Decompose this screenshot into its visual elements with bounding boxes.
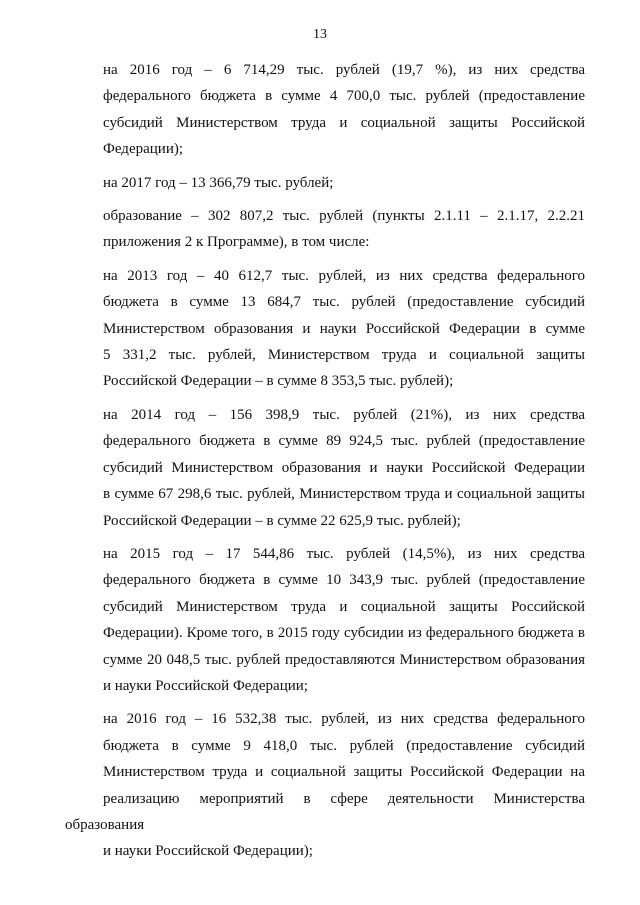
text-line: субсидий Министерством образования и науки Российской Федерации: [103, 459, 585, 476]
paragraph-funding-2016-social: [65, 57, 585, 163]
text-line: Российской Федерации – в сумме 22 625,9 тыс. рублей);: [103, 512, 461, 529]
text-line: Федерации);: [103, 141, 184, 158]
text-line: федерального бюджета в сумме 4 700,0 тыс. рублей (предоставление: [103, 88, 585, 105]
text-line: субсидий Министерством труда и социальной защиты Российской: [103, 598, 585, 615]
paragraph-education-2016: [65, 706, 585, 864]
text-line: бюджета в сумме 13 684,7 тыс. рублей (предоставление субсидий: [103, 294, 585, 311]
paragraph-funding-2017: [65, 170, 585, 196]
text-line: реализацию мероприятий в сфере деятельности Министерства образования: [65, 790, 585, 833]
text-line: приложения 2 к Программе), в том числе:: [103, 234, 370, 251]
text-line: и науки Российской Федерации);: [103, 843, 313, 860]
text-line: на 2016 год – 16 532,38 тыс. рублей, из них средства федерального: [103, 711, 585, 728]
text-line: Федерации). Кроме того, в 2015 году субсидии из федерального бюджета в: [103, 625, 585, 642]
paragraph-education-2014: [65, 402, 585, 534]
text-line: федерального бюджета в сумме 89 924,5 тыс. рублей (предоставление: [103, 433, 585, 450]
text-line: и науки Российской Федерации;: [103, 677, 308, 694]
paragraph-education-2013: [65, 263, 585, 395]
text-line: на 2013 год – 40 612,7 тыс. рублей, из них средства федерального: [103, 267, 585, 284]
text-line: на 2014 год – 156 398,9 тыс. рублей (21%), из них средства: [103, 406, 585, 423]
text-line: Министерством образования и науки Российской Федерации в сумме: [103, 320, 585, 337]
paragraph-education-total: [65, 203, 585, 256]
text-line: Российской Федерации – в сумме 8 353,5 тыс. рублей);: [103, 373, 454, 390]
text-line: сумме 20 048,5 тыс. рублей предоставляются Министерством образования: [103, 651, 585, 668]
text-line: Министерством труда и социальной защиты Российской Федерации на: [103, 764, 585, 781]
text-line: в сумме 67 298,6 тыс. рублей, Министерством труда и социальной защиты: [103, 486, 585, 503]
document-body: [65, 57, 585, 872]
text-line: на 2015 год – 17 544,86 тыс. рублей (14,5%), из них средства: [103, 545, 585, 562]
text-line: образование – 302 807,2 тыс. рублей (пункты 2.1.11 – 2.1.17, 2.2.21: [103, 208, 585, 225]
text-line: 5 331,2 тыс. рублей, Министерством труда и социальной защиты: [103, 347, 585, 364]
text-line: на 2017 год – 13 366,79 тыс. рублей;: [103, 174, 334, 191]
page-number: 13: [313, 27, 327, 42]
text-line: субсидий Министерством труда и социальной защиты Российской: [103, 114, 585, 131]
text-line: на 2016 год – 6 714,29 тыс. рублей (19,7 %), из них средства: [103, 62, 585, 78]
text-line: бюджета в сумме 9 418,0 тыс. рублей (предоставление субсидий: [103, 737, 585, 754]
paragraph-education-2015: [65, 541, 585, 699]
text-line: федерального бюджета в сумме 10 343,9 тыс. рублей (предоставление: [103, 572, 585, 589]
